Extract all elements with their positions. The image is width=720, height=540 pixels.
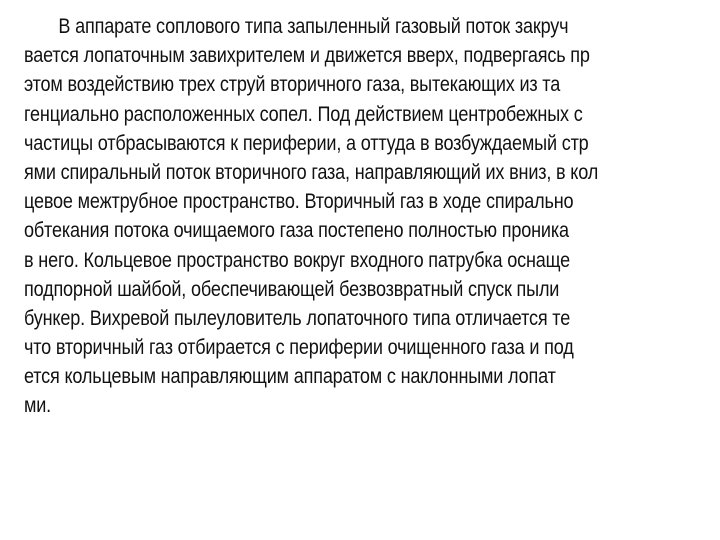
paragraph-line: ется кольцевым направляющим аппаратом с наклонными лопат: [24, 365, 556, 389]
paragraph-line: ями спиральный поток вторичного газа, направляющий их вниз, в кол: [24, 160, 599, 184]
paragraph-line: что вторичный газ отбирается с периферии очищенного газа и под: [24, 336, 574, 360]
paragraph-line: ми.: [24, 394, 52, 418]
paragraph: [24, 12, 720, 421]
paragraph-line: цевое межтрубное пространство. Вторичный газ в ходе спирально: [24, 190, 574, 214]
paragraph-line: в него. Кольцевое пространство вокруг входного патрубка оснаще: [24, 248, 570, 272]
paragraph-line: В аппарате соплового типа запыленный газовый поток закруч: [58, 15, 569, 38]
paragraph-line: этом воздействию трех струй вторичного газа, вытекающих из та: [24, 73, 561, 97]
paragraph-line: подпорной шайбой, обеспечивающей безвозвратный спуск пыли: [24, 277, 560, 301]
paragraph-line: частицы отбрасываются к периферии, а оттуда в возбуждаемый стр: [24, 131, 589, 155]
paragraph-line: генциально расположенных сопел. Под действием центробежных с: [24, 102, 583, 126]
paragraph-line: вается лопаточным завихрителем и движется вверх, подвергаясь пр: [24, 44, 590, 68]
paragraph-line: бункер. Вихревой пылеуловитель лопаточного типа отличается те: [24, 306, 571, 330]
paragraph-line: обтекания потока очищаемого газа постепено полностью проника: [24, 219, 569, 243]
